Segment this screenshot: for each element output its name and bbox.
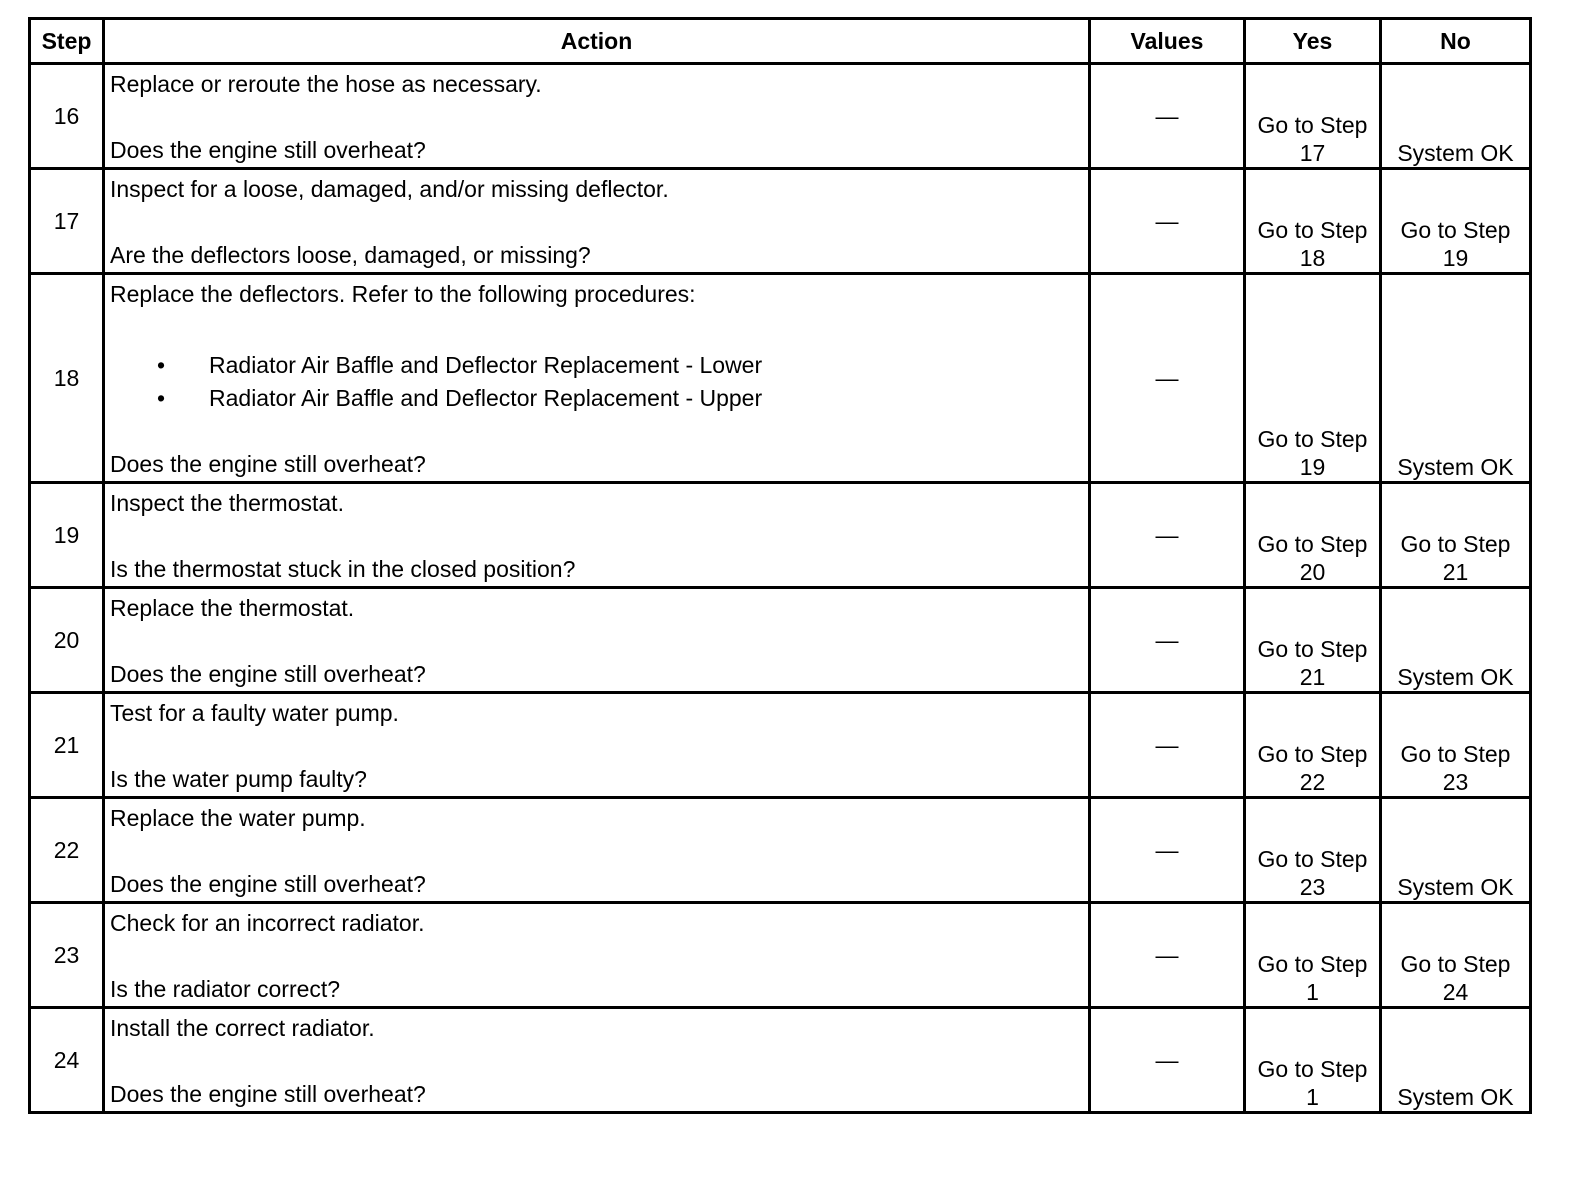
no-goto-label: [1382, 635, 1529, 663]
no-cell: [1381, 274, 1531, 483]
yes-goto-step: 19: [1299, 454, 1326, 480]
yes-goto-step: 17: [1299, 140, 1326, 166]
no-cell: [1381, 588, 1531, 693]
yes-goto-label: Go to Step: [1257, 741, 1368, 767]
no-goto-step: 21: [1442, 559, 1469, 585]
yes-goto-label: Go to Step: [1257, 1056, 1368, 1082]
procedure-item: [105, 382, 762, 415]
action-instruction: Replace the deflectors. Refer to the following procedures:: [110, 281, 696, 307]
action-question: Does the engine still overheat?: [110, 661, 426, 687]
yes-cell: [1245, 483, 1381, 588]
header-values: Values: [1090, 19, 1245, 64]
yes-goto-step: 18: [1299, 245, 1326, 271]
no-cell: [1381, 1008, 1531, 1113]
yes-cell: [1245, 169, 1381, 274]
header-row: [30, 19, 1531, 64]
no-cell: [1381, 169, 1531, 274]
procedure-link[interactable]: Radiator Air Baffle and Deflector Replacement - Upper: [209, 385, 763, 411]
yes-goto-label: Go to Step: [1257, 636, 1368, 662]
action-instruction: Install the correct radiator.: [110, 1015, 375, 1041]
step-number: 18: [30, 274, 104, 483]
values-cell: —: [1090, 64, 1245, 169]
yes-cell: [1245, 693, 1381, 798]
yes-goto-step: 20: [1299, 559, 1326, 585]
yes-cell: [1245, 274, 1381, 483]
no-cell: [1381, 798, 1531, 903]
yes-goto-label: Go to Step: [1257, 951, 1368, 977]
header-no: No: [1381, 19, 1531, 64]
values-cell: —: [1090, 483, 1245, 588]
action-instruction: Check for an incorrect radiator.: [110, 910, 425, 936]
table-row: [30, 798, 1531, 903]
yes-goto-step: 22: [1299, 769, 1326, 795]
action-cell: [104, 903, 1090, 1008]
yes-cell: [1245, 588, 1381, 693]
action-question: Is the radiator correct?: [110, 976, 341, 1002]
procedure-list: [105, 349, 762, 415]
yes-goto-step: 1: [1306, 979, 1319, 1005]
yes-cell: [1245, 798, 1381, 903]
yes-goto-label: Go to Step: [1257, 531, 1368, 557]
no-goto-label: [1382, 1055, 1529, 1083]
no-result: System OK: [1397, 664, 1514, 690]
no-result: System OK: [1397, 874, 1514, 900]
action-cell: [104, 798, 1090, 903]
no-result: System OK: [1397, 454, 1514, 480]
action-question: Are the deflectors loose, damaged, or missing?: [110, 242, 591, 268]
action-cell: [104, 483, 1090, 588]
table-row: [30, 169, 1531, 274]
action-instruction: Test for a faulty water pump.: [110, 700, 399, 726]
step-number: 20: [30, 588, 104, 693]
action-question: Does the engine still overheat?: [110, 1081, 426, 1107]
table-row: [30, 483, 1531, 588]
no-goto-label: Go to Step: [1400, 531, 1511, 557]
yes-cell: [1245, 64, 1381, 169]
procedure-item: [105, 349, 762, 382]
table-row: [30, 1008, 1531, 1113]
action-cell: [104, 274, 1090, 483]
no-goto-label: [1382, 111, 1529, 139]
yes-goto-label: Go to Step: [1257, 217, 1368, 243]
values-cell: —: [1090, 798, 1245, 903]
step-number: 16: [30, 64, 104, 169]
action-cell: [104, 693, 1090, 798]
values-cell: —: [1090, 1008, 1245, 1113]
no-result: System OK: [1397, 140, 1514, 166]
step-number: 21: [30, 693, 104, 798]
no-cell: [1381, 903, 1531, 1008]
action-instruction: Inspect for a loose, damaged, and/or missing deflector.: [110, 176, 669, 202]
yes-cell: [1245, 1008, 1381, 1113]
action-question: Does the engine still overheat?: [110, 137, 426, 163]
table-row: [30, 903, 1531, 1008]
values-cell: —: [1090, 693, 1245, 798]
values-cell: —: [1090, 274, 1245, 483]
action-cell: [104, 588, 1090, 693]
no-result: System OK: [1397, 1084, 1514, 1110]
step-number: 23: [30, 903, 104, 1008]
action-cell: [104, 1008, 1090, 1113]
no-goto-label: Go to Step: [1400, 951, 1511, 977]
action-instruction: Inspect the thermostat.: [110, 490, 344, 516]
yes-goto-step: 23: [1299, 874, 1326, 900]
no-cell: [1381, 483, 1531, 588]
table-row: [30, 693, 1531, 798]
action-instruction: Replace the water pump.: [110, 805, 366, 831]
header-step: Step: [30, 19, 104, 64]
no-goto-label: [1382, 845, 1529, 873]
no-goto-label: Go to Step: [1400, 741, 1511, 767]
step-number: 22: [30, 798, 104, 903]
table-row: [30, 64, 1531, 169]
header-yes: Yes: [1245, 19, 1381, 64]
table-row: [30, 274, 1531, 483]
no-goto-label: Go to Step: [1400, 217, 1511, 243]
yes-goto-step: 21: [1299, 664, 1326, 690]
header-action: Action: [104, 19, 1090, 64]
yes-goto-step: 1: [1306, 1084, 1319, 1110]
action-instruction: Replace the thermostat.: [110, 595, 355, 621]
yes-goto-label: Go to Step: [1257, 846, 1368, 872]
step-number: 17: [30, 169, 104, 274]
action-question: Does the engine still overheat?: [110, 871, 426, 897]
no-goto-label: [1382, 425, 1529, 453]
values-cell: —: [1090, 169, 1245, 274]
action-cell: [104, 64, 1090, 169]
values-cell: —: [1090, 903, 1245, 1008]
procedure-link[interactable]: Radiator Air Baffle and Deflector Replacement - Lower: [209, 352, 763, 378]
values-cell: —: [1090, 588, 1245, 693]
no-cell: [1381, 64, 1531, 169]
no-goto-step: 24: [1442, 979, 1469, 1005]
action-cell: [104, 169, 1090, 274]
yes-cell: [1245, 903, 1381, 1008]
action-question: Is the thermostat stuck in the closed position?: [110, 556, 576, 582]
no-goto-step: 23: [1442, 769, 1469, 795]
yes-goto-label: Go to Step: [1257, 426, 1368, 452]
step-number: 19: [30, 483, 104, 588]
no-cell: [1381, 693, 1531, 798]
no-goto-step: 19: [1442, 245, 1469, 271]
bullet-icon: •: [157, 385, 166, 411]
action-instruction: Replace or reroute the hose as necessary.: [110, 71, 542, 97]
table-row: [30, 588, 1531, 693]
step-number: 24: [30, 1008, 104, 1113]
diagnostic-table: [28, 17, 1532, 1114]
yes-goto-label: Go to Step: [1257, 112, 1368, 138]
action-question: Is the water pump faulty?: [110, 766, 367, 792]
bullet-icon: •: [157, 352, 166, 378]
action-question: Does the engine still overheat?: [110, 451, 426, 477]
